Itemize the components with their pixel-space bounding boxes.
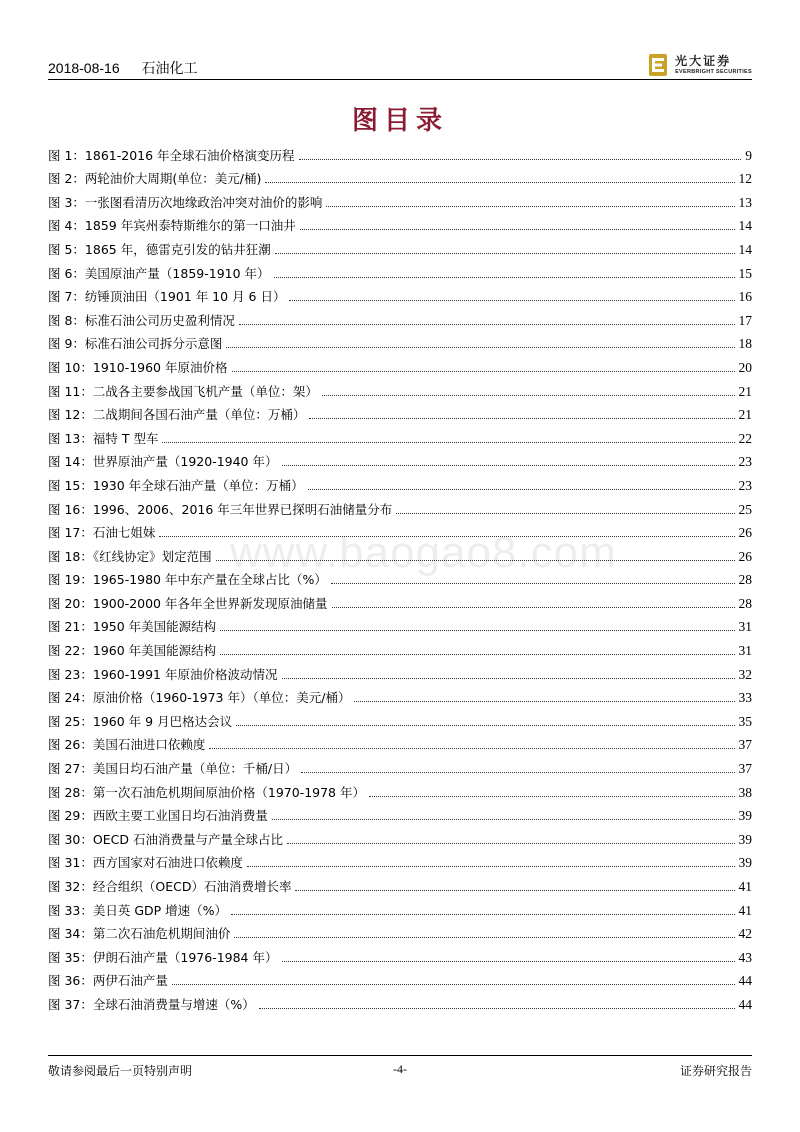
toc-entry[interactable] bbox=[48, 824, 752, 848]
toc-entry-label: 图 37：全球石油消费量与增速（%） bbox=[48, 996, 255, 1012]
toc-entry[interactable] bbox=[48, 518, 752, 542]
toc-entry-page: 28 bbox=[738, 595, 752, 611]
toc-entry[interactable] bbox=[48, 848, 752, 872]
logo-english-name: EVERBRIGHT SECURITIES bbox=[675, 68, 752, 75]
logo-chinese-name: 光大证券 bbox=[675, 53, 732, 68]
dot-leader bbox=[159, 536, 734, 537]
dot-leader bbox=[300, 229, 735, 230]
toc-entry[interactable] bbox=[48, 494, 752, 518]
toc-entry-page: 39 bbox=[738, 831, 752, 847]
toc-entry-page: 41 bbox=[738, 879, 752, 894]
toc-entry-label: 图 36：两伊石油产量 bbox=[48, 973, 168, 989]
toc-entry-page: 17 bbox=[738, 312, 752, 328]
toc-entry-label: 图 6：美国原油产量（1859-1910 年） bbox=[48, 265, 270, 281]
toc-entry-label: 图 21：1950 年美国能源结构 bbox=[48, 619, 217, 635]
toc-entry-label: 图 25：1960 年 9 月巴格达会议 bbox=[48, 713, 233, 729]
toc-entry-page: 18 bbox=[738, 336, 752, 352]
dot-leader bbox=[220, 654, 734, 655]
toc-entry-label: 图 4：1859 年宾州泰特斯维尔的第一口油井 bbox=[48, 218, 296, 234]
dot-leader bbox=[172, 984, 735, 985]
toc-entry-label: 图 3：一张图看清历次地缘政治冲突对油价的影响 bbox=[48, 194, 323, 210]
toc-entry-label: 图 29：西欧主要工业国日均石油消费量 bbox=[48, 808, 268, 824]
dot-leader bbox=[162, 442, 734, 443]
dot-leader bbox=[299, 159, 742, 160]
dot-leader bbox=[282, 678, 735, 679]
toc-entry-page: 28 bbox=[738, 572, 752, 588]
page-number: -4- bbox=[393, 1062, 407, 1076]
dot-leader bbox=[282, 961, 735, 962]
dot-leader bbox=[236, 725, 734, 726]
toc-entry[interactable] bbox=[48, 329, 752, 353]
toc-entry[interactable] bbox=[48, 871, 752, 895]
header-divider bbox=[48, 79, 752, 80]
dot-leader bbox=[265, 182, 734, 183]
toc-entry-label: 图 9：标准石油公司拆分示意图 bbox=[48, 336, 223, 352]
dot-leader bbox=[275, 253, 735, 254]
dot-leader bbox=[259, 1008, 735, 1009]
toc-entry-label: 图 1：1861-2016 年全球石油价格演变历程 bbox=[48, 147, 295, 163]
toc-entry-label: 图 34：第二次石油危机期间油价 bbox=[48, 926, 231, 942]
toc-entry-label: 图 2：两轮油价大周期(单位：美元/桶) bbox=[48, 171, 262, 187]
dot-leader bbox=[209, 748, 734, 749]
toc-entry-label: 图 13：福特 T 型车 bbox=[48, 430, 159, 446]
toc-entry-page: 25 bbox=[738, 501, 752, 517]
toc-entry-label: 图 10：1910-1960 年原油价格 bbox=[48, 359, 228, 375]
dot-leader bbox=[331, 583, 735, 584]
toc-entry-page: 16 bbox=[738, 289, 752, 305]
toc-entry-label: 图 22：1960 年美国能源结构 bbox=[48, 643, 217, 659]
toc-entry[interactable] bbox=[48, 423, 752, 447]
toc-entry[interactable] bbox=[48, 258, 752, 282]
toc-entry-page: 12 bbox=[738, 171, 752, 187]
toc-entry-label: 图 5：1865 年，德雷克引发的钻井狂潮 bbox=[48, 241, 271, 257]
dot-leader bbox=[220, 630, 734, 631]
dot-leader bbox=[301, 772, 734, 773]
toc-entry[interactable] bbox=[48, 164, 752, 188]
page-header bbox=[48, 52, 752, 80]
toc-entry[interactable] bbox=[48, 683, 752, 707]
toc-entry[interactable] bbox=[48, 612, 752, 636]
dot-leader bbox=[234, 937, 734, 938]
toc-entry-label: 图 12：二战期间各国石油产量（单位：万桶） bbox=[48, 407, 306, 423]
toc-entry-page: 14 bbox=[738, 218, 752, 234]
toc-entry-page: 15 bbox=[738, 265, 752, 281]
dot-leader bbox=[282, 465, 735, 466]
toc-entry[interactable] bbox=[48, 989, 752, 1013]
toc-entry-page: 44 bbox=[738, 973, 752, 989]
figure-list bbox=[48, 140, 752, 1013]
toc-entry[interactable] bbox=[48, 588, 752, 612]
toc-entry-label: 图 15：1930 年全球石油产量（单位：万桶） bbox=[48, 477, 304, 493]
toc-entry[interactable] bbox=[48, 211, 752, 235]
toc-entry-page: 31 bbox=[738, 643, 752, 659]
toc-entry-label: 图 26：美国石油进口依赖度 bbox=[48, 737, 206, 753]
dot-leader bbox=[226, 347, 734, 348]
report-date: 2018-08-16 bbox=[48, 60, 120, 76]
toc-entry[interactable] bbox=[48, 376, 752, 400]
header-info bbox=[48, 58, 216, 78]
toc-entry-page: 23 bbox=[738, 454, 752, 470]
footer-report-type: 证券研究报告 bbox=[679, 1064, 752, 1078]
toc-entry-page: 42 bbox=[738, 926, 752, 942]
toc-entry-page: 37 bbox=[738, 737, 752, 753]
dot-leader bbox=[272, 819, 735, 820]
toc-entry-label: 图 19：1965-1980 年中东产量在全球占比（%） bbox=[48, 572, 327, 588]
toc-entry-page: 44 bbox=[738, 996, 752, 1012]
page-footer bbox=[48, 1062, 752, 1080]
dot-leader bbox=[354, 701, 734, 702]
toc-entry-label: 图 18：《红线协定》划定范围 bbox=[48, 548, 212, 564]
toc-entry[interactable] bbox=[48, 895, 752, 919]
toc-entry-page: 21 bbox=[738, 407, 752, 423]
toc-entry[interactable] bbox=[48, 919, 752, 943]
toc-entry[interactable] bbox=[48, 470, 752, 494]
toc-entry-label: 图 28：第一次石油危机期间原油价格（1970-1978 年） bbox=[48, 784, 365, 800]
dot-leader bbox=[326, 206, 734, 207]
footer-disclaimer: 敬请参阅最后一页特别声明 bbox=[48, 1064, 193, 1078]
toc-entry[interactable] bbox=[48, 966, 752, 990]
toc-entry-label: 图 14：世界原油产量（1920-1940 年） bbox=[48, 454, 278, 470]
toc-entry[interactable] bbox=[48, 400, 752, 424]
dot-leader bbox=[322, 395, 735, 396]
toc-entry[interactable] bbox=[48, 706, 752, 730]
toc-entry-page: 31 bbox=[738, 619, 752, 635]
toc-entry-page: 26 bbox=[738, 548, 752, 564]
dot-leader bbox=[247, 866, 735, 867]
page-title: 图目录 bbox=[351, 106, 448, 136]
toc-entry[interactable] bbox=[48, 234, 752, 258]
toc-entry[interactable] bbox=[48, 659, 752, 683]
toc-entry[interactable] bbox=[48, 447, 752, 471]
dot-leader bbox=[216, 560, 735, 561]
dot-leader bbox=[396, 513, 734, 514]
toc-entry-page: 43 bbox=[738, 949, 752, 965]
toc-entry[interactable] bbox=[48, 352, 752, 376]
toc-entry-page: 32 bbox=[738, 666, 752, 682]
report-sector: 石油化工 bbox=[141, 60, 198, 76]
toc-entry-page: 38 bbox=[738, 784, 752, 800]
toc-entry[interactable] bbox=[48, 187, 752, 211]
dot-leader bbox=[232, 371, 735, 372]
dot-leader bbox=[274, 277, 735, 278]
dot-leader bbox=[369, 796, 735, 797]
toc-entry-label: 图 7：纺锤顶油田（1901 年 10 月 6 日） bbox=[48, 289, 286, 305]
toc-entry-page: 41 bbox=[738, 902, 752, 918]
toc-entry-page: 21 bbox=[738, 383, 752, 399]
toc-entry-page: 20 bbox=[738, 359, 752, 375]
everbright-logo-icon bbox=[647, 53, 669, 77]
toc-entry-page: 23 bbox=[738, 477, 752, 493]
toc-entry[interactable] bbox=[48, 140, 752, 164]
toc-entry[interactable] bbox=[48, 942, 752, 966]
toc-entry[interactable] bbox=[48, 753, 752, 777]
toc-entry[interactable] bbox=[48, 565, 752, 589]
toc-entry-label: 图 32：经合组织（OECD）石油消费增长率 bbox=[48, 879, 292, 894]
dot-leader bbox=[332, 607, 735, 608]
toc-entry-page: 13 bbox=[738, 194, 752, 210]
toc-entry-page: 35 bbox=[738, 713, 752, 729]
dot-leader bbox=[309, 418, 734, 419]
toc-entry-page: 26 bbox=[738, 525, 752, 541]
brand-logo bbox=[647, 52, 752, 78]
toc-entry-label: 图 35：伊朗石油产量（1976-1984 年） bbox=[48, 949, 278, 965]
dot-leader bbox=[239, 324, 735, 325]
toc-entry-page: 9 bbox=[745, 147, 752, 163]
dot-leader bbox=[287, 843, 735, 844]
toc-entry[interactable] bbox=[48, 777, 752, 801]
dot-leader bbox=[295, 890, 734, 891]
dot-leader bbox=[289, 300, 734, 301]
toc-entry-label: 图 30：OECD 石油消费量与产量全球占比 bbox=[48, 831, 283, 847]
toc-entry[interactable] bbox=[48, 541, 752, 565]
toc-entry-label: 图 11：二战各主要参战国飞机产量（单位：架） bbox=[48, 383, 318, 399]
toc-entry[interactable] bbox=[48, 635, 752, 659]
toc-entry-page: 33 bbox=[738, 690, 752, 706]
toc-entry-label: 图 17：石油七姐妹 bbox=[48, 525, 156, 541]
toc-entry-label: 图 33：美日英 GDP 增速（%） bbox=[48, 902, 228, 918]
dot-leader bbox=[231, 914, 734, 915]
toc-entry-page: 39 bbox=[738, 808, 752, 824]
toc-entry-page: 22 bbox=[738, 430, 752, 446]
watermark: www.baogao8.com bbox=[230, 528, 617, 577]
dot-leader bbox=[308, 489, 735, 490]
toc-entry[interactable] bbox=[48, 305, 752, 329]
toc-entry[interactable] bbox=[48, 801, 752, 825]
toc-entry[interactable] bbox=[48, 730, 752, 754]
toc-entry-label: 图 24：原油价格（1960-1973 年）（单位：美元/桶） bbox=[48, 690, 351, 706]
toc-entry-label: 图 8：标准石油公司历史盈利情况 bbox=[48, 312, 235, 328]
toc-entry-page: 14 bbox=[738, 241, 752, 257]
toc-entry-label: 图 23：1960-1991 年原油价格波动情况 bbox=[48, 666, 278, 682]
footer-divider bbox=[48, 1055, 752, 1056]
toc-entry[interactable] bbox=[48, 282, 752, 306]
toc-entry-label: 图 27：美国日均石油产量（单位：千桶/日） bbox=[48, 761, 298, 777]
toc-entry-page: 37 bbox=[738, 761, 752, 777]
toc-entry-label: 图 16：1996、2006、2016 年三年世界已探明石油储量分布 bbox=[48, 501, 393, 517]
toc-entry-page: 39 bbox=[738, 855, 752, 871]
toc-entry-label: 图 20：1900-2000 年各年全世界新发现原油储量 bbox=[48, 595, 328, 611]
toc-entry-label: 图 31：西方国家对石油进口依赖度 bbox=[48, 855, 243, 871]
